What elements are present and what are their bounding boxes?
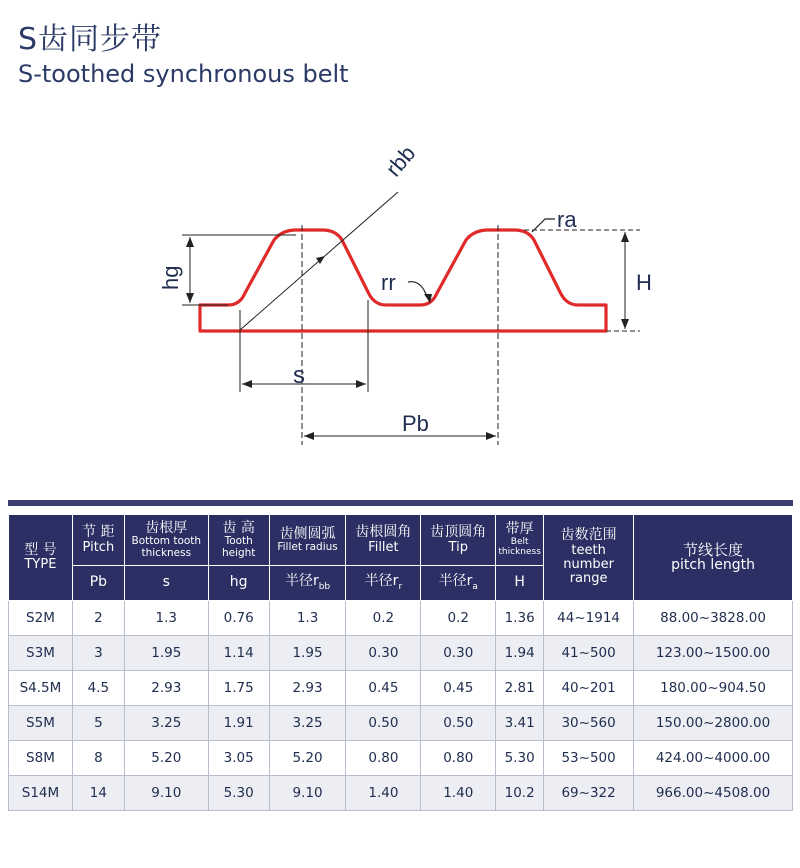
cell-length: 88.00~3828.00: [634, 601, 793, 636]
cell-type: S5M: [9, 706, 73, 741]
cell-hg: 1.91: [208, 706, 269, 741]
cell-rbb: 5.20: [269, 741, 346, 776]
belt-outline: [200, 230, 606, 331]
table-row: [9, 706, 793, 741]
cell-length: 424.00~4000.00: [634, 741, 793, 776]
cell-length: 180.00~904.50: [634, 671, 793, 706]
cell-pb: 14: [72, 776, 124, 811]
cell-s: 1.3: [124, 601, 208, 636]
cell-s: 1.95: [124, 636, 208, 671]
col-tooth-height: 齿 高 Tooth height: [208, 515, 269, 566]
cell-h: 5.30: [496, 741, 544, 776]
label-s: s: [293, 362, 305, 389]
cell-pb: 2: [72, 601, 124, 636]
cell-rr: 0.2: [346, 601, 421, 636]
cell-s: 9.10: [124, 776, 208, 811]
cell-h: 10.2: [496, 776, 544, 811]
label-rbb: rbb: [380, 140, 421, 182]
cell-type: S4.5M: [9, 671, 73, 706]
cell-teeth: 44~1914: [544, 601, 634, 636]
cell-ra: 0.50: [421, 706, 496, 741]
cell-pb: 3: [72, 636, 124, 671]
cell-h: 2.81: [496, 671, 544, 706]
cell-s: 2.93: [124, 671, 208, 706]
cell-type: S14M: [9, 776, 73, 811]
cell-pb: 8: [72, 741, 124, 776]
cell-rbb: 2.93: [269, 671, 346, 706]
cell-ra: 1.40: [421, 776, 496, 811]
col-bottom-tooth-thickness: 齿根厚 Bottom tooth thickness: [124, 515, 208, 566]
cell-rr: 0.45: [346, 671, 421, 706]
cell-ra: 0.80: [421, 741, 496, 776]
col-fillet: 齿根圆角 Fillet: [346, 515, 421, 566]
table-row: [9, 741, 793, 776]
cell-rbb: 9.10: [269, 776, 346, 811]
table-row: [9, 636, 793, 671]
sym-belt-thickness: H: [496, 566, 544, 601]
cell-type: S8M: [9, 741, 73, 776]
col-pitch-length: 节线长度 pitch length: [634, 515, 793, 601]
cell-rr: 1.40: [346, 776, 421, 811]
label-ra: ra: [557, 207, 577, 232]
page-subtitle: S-toothed synchronous belt: [18, 60, 349, 88]
cell-length: 123.00~1500.00: [634, 636, 793, 671]
sym-fillet-radius: 半径$r_{bb}$: [269, 566, 346, 601]
cell-ra: 0.30: [421, 636, 496, 671]
cell-hg: 1.14: [208, 636, 269, 671]
label-hg: hg: [158, 265, 183, 290]
label-Pb: Pb: [402, 411, 429, 436]
table-top-rule: [8, 500, 793, 506]
sym-tip: 半径$r_a$: [421, 566, 496, 601]
cell-length: 150.00~2800.00: [634, 706, 793, 741]
cell-rr: 0.30: [346, 636, 421, 671]
cell-hg: 0.76: [208, 601, 269, 636]
cell-rbb: 3.25: [269, 706, 346, 741]
cell-pb: 5: [72, 706, 124, 741]
cell-rbb: 1.95: [269, 636, 346, 671]
cell-teeth: 30~560: [544, 706, 634, 741]
col-teeth-number: 齿数范围 teeth number range: [544, 515, 634, 601]
cell-ra: 0.2: [421, 601, 496, 636]
table-row: [9, 776, 793, 811]
label-rr: rr: [381, 270, 396, 295]
cell-hg: 3.05: [208, 741, 269, 776]
cell-type: S3M: [9, 636, 73, 671]
table-row: [9, 601, 793, 636]
col-type: 型 号 TYPE: [9, 515, 73, 601]
cell-type: S2M: [9, 601, 73, 636]
cell-hg: 5.30: [208, 776, 269, 811]
cell-h: 1.36: [496, 601, 544, 636]
sym-tooth-height: hg: [208, 566, 269, 601]
cell-teeth: 40~201: [544, 671, 634, 706]
cell-hg: 1.75: [208, 671, 269, 706]
cell-pb: 4.5: [72, 671, 124, 706]
cell-teeth: 69~322: [544, 776, 634, 811]
table-row: [9, 671, 793, 706]
spec-table: [8, 514, 793, 811]
col-fillet-radius: 齿侧圆弧 Fillet radius: [269, 515, 346, 566]
col-tip: 齿顶圆角 Tip: [421, 515, 496, 566]
col-belt-thickness: 带厚 Belt thickness: [496, 515, 544, 566]
cell-rr: 0.50: [346, 706, 421, 741]
cell-rbb: 1.3: [269, 601, 346, 636]
cell-s: 3.25: [124, 706, 208, 741]
sym-bottom-tooth-thickness: s: [124, 566, 208, 601]
cell-teeth: 41~500: [544, 636, 634, 671]
cell-length: 966.00~4508.00: [634, 776, 793, 811]
cell-rr: 0.80: [346, 741, 421, 776]
cell-ra: 0.45: [421, 671, 496, 706]
cell-teeth: 53~500: [544, 741, 634, 776]
cell-h: 1.94: [496, 636, 544, 671]
sym-fillet: 半径$r_r$: [346, 566, 421, 601]
cell-h: 3.41: [496, 706, 544, 741]
label-H: H: [636, 270, 652, 295]
page-title: S齿同步带: [18, 22, 163, 57]
cell-s: 5.20: [124, 741, 208, 776]
sym-pitch: Pb: [72, 566, 124, 601]
col-pitch: 节 距 Pitch: [72, 515, 124, 566]
